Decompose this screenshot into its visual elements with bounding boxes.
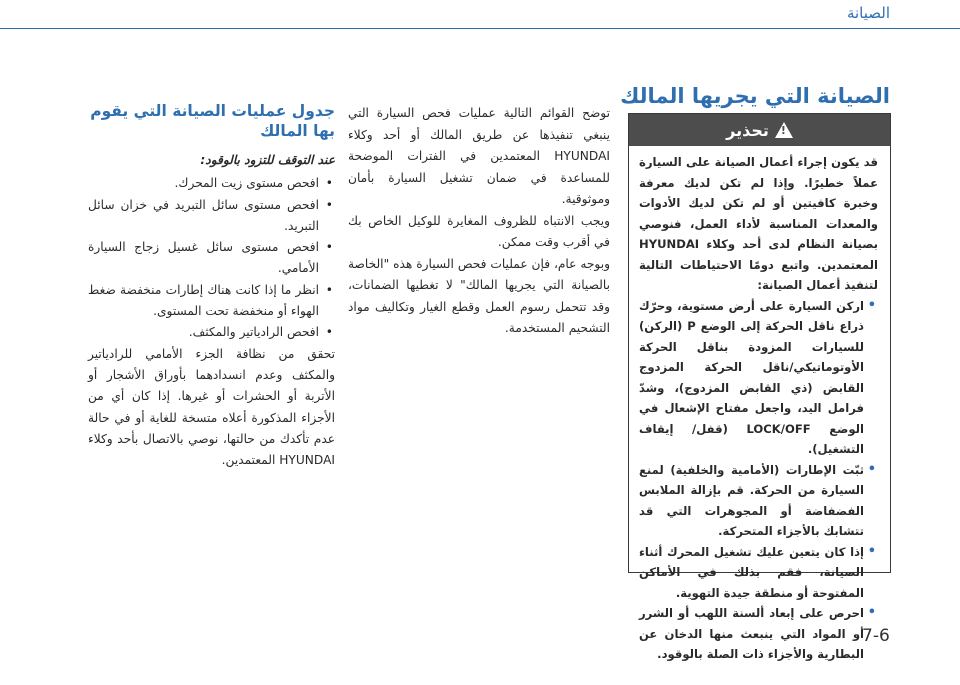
schedule-intro: عند التوقف للتزود بالوقود: — [200, 153, 335, 167]
schedule-title: جدول عمليات الصيانة التي يقوم بها المالك — [90, 102, 335, 140]
warning-triangle-icon — [775, 122, 793, 138]
schedule-closing: تحقق من نظافة الجزء الأمامي للرادياتير والمكثف وعدم انسدادهما بأوراق الأشجار أو الأتربة أو الحشرات أو غيرها. إذا كان أي من الأجزاء المذكورة أعلاه متسخة للغاية أو في حالة عدم تأكدك من حالتها، نوصي بالاتصال بأحد وكلاء HYUNDAI المعتمدين. — [88, 346, 335, 468]
warning-body — [629, 146, 890, 665]
warning-item: • إذا كان يتعين عليك تشغيل المحرك أثناء الصيانة، فقم بذلك في الأماكن المفتوحة أو منطقة جيدة التهوية. — [639, 542, 864, 604]
schedule-item: • افحص مستوى سائل التبريد في خزان سائل التبريد. — [88, 195, 319, 238]
middle-column — [348, 103, 610, 340]
schedule-item: • انظر ما إذا كانت هناك إطارات منخفضة ضغط الهواء أو منخفضة تحت المستوى. — [88, 280, 319, 323]
schedule-item: • افحص الرادياتير والمكثف. — [88, 322, 319, 343]
warning-item: • ثبّت الإطارات (الأمامية والخلفية) لمنع السيارة من الحركة. قم بإزالة الملابس الفضفاضة أو المجوهرات التي قد تتشابك بالأجزاء المتحركة. — [639, 460, 864, 542]
section-header-title: الصيانة — [846, 4, 890, 22]
warning-label: تحذير — [726, 120, 769, 140]
middle-paragraph-3: وبوجه عام، فإن عمليات فحص السيارة هذه "الخاصة بالصيانة التي يجريها المالك" لا تغطيها الضمانات، وقد تتحمل رسوم العمل وقطع الغيار وتكاليف مواد التشحيم المستخدمة. — [348, 256, 610, 335]
middle-paragraph-2: ويجب الانتباه للظروف المغايرة للوكيل الخاص بك في أقرب وقت ممكن. — [348, 213, 610, 249]
schedule-column — [88, 150, 335, 471]
schedule-item: • افحص مستوى زيت المحرك. — [88, 173, 319, 194]
warning-item: • اركن السيارة على أرض مستوية، وحرّك ذراع ناقل الحركة إلى الوضع P (الركن) للسيارات المزودة بناقل الحركة الأوتوماتيكي/ناقل الحركة المزدوج القابض (ذي القابض المزدوج)، وشدّ فرامل اليد، واجعل مفتاح الإشعال في الوضع LOCK/OFF (قفل/ إيقاف التشغيل). — [639, 296, 864, 460]
page-title: الصيانة التي يجريها المالك — [620, 84, 890, 108]
warning-item: • احرص على إبعاد ألسنة اللهب أو الشرر أو المواد التي ينبعث منها الدخان عن البطارية والأجزاء ذات الصلة بالوقود. — [639, 603, 864, 665]
warning-header — [629, 114, 890, 146]
schedule-item: • افحص مستوى سائل غسيل زجاج السيارة الأمامي. — [88, 237, 319, 280]
warning-intro: قد يكون إجراء أعمال الصيانة على السيارة عملاً خطيرًا. وإذا لم تكن لديك معرفة وخبرة كافيتين أو لم تكن لديك الأدوات والمعدات المناسبة لأداء العمل، فنوصي بصيانة النظام لدى أحد وكلاء HYUNDAI المعتمدين. واتبع دومًا الاحتياطات التالية لتنفيذ أعمال الصيانة: — [639, 155, 878, 292]
middle-paragraph-1: توضح القوائم التالية عمليات فحص السيارة التي ينبغي تنفيذها عن طريق المالك أو أحد وكلاء HYUNDAI المعتمدين في الفترات الموضحة للمساعدة في ضمان تشغيل السيارة بأمان وموثوقية. — [348, 106, 610, 206]
schedule-list — [88, 173, 335, 343]
warning-list — [639, 296, 878, 665]
header-rule — [0, 0, 960, 29]
page-number: 7-6 — [862, 626, 890, 646]
